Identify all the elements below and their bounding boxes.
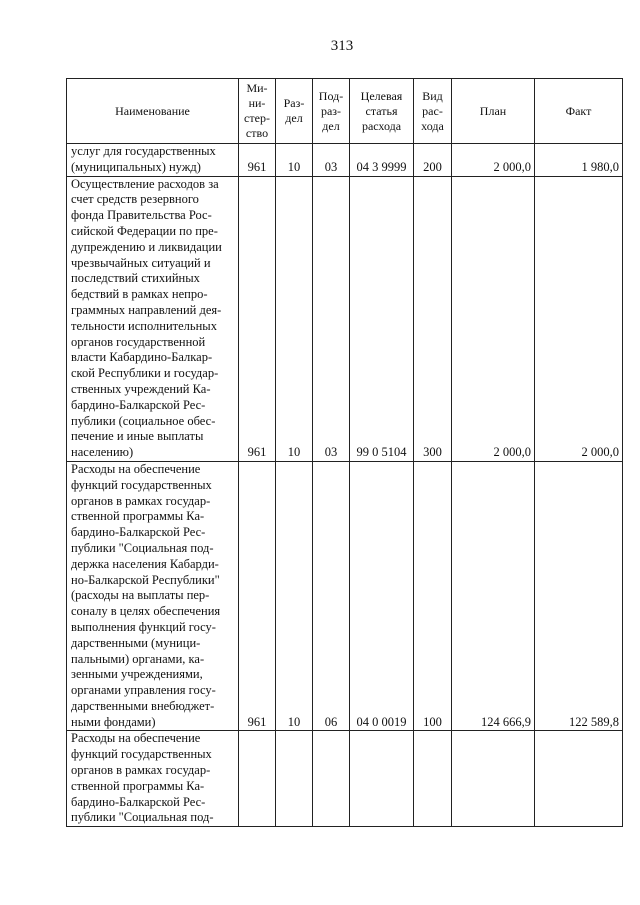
table-header-row — [67, 79, 623, 144]
budget-table — [66, 78, 623, 827]
cell-section — [276, 731, 313, 827]
column-header-line: расхода — [361, 118, 402, 133]
column-header-line: Факт — [565, 103, 592, 118]
cell-name-line: публики (социальное обес- — [71, 413, 216, 428]
cell-name-line: функций государственных — [71, 747, 212, 762]
cell-fact — [535, 731, 623, 827]
column-header-line: рас- — [422, 103, 443, 118]
cell-name — [67, 176, 239, 461]
cell-name-line: бардино-Балкарской Рес- — [71, 525, 206, 540]
table-row — [67, 144, 623, 177]
column-header-ministry — [239, 79, 276, 144]
cell-name-line: власти Кабардино-Балкар- — [71, 350, 213, 365]
cell-name-line: ской Республики и государ- — [71, 366, 219, 381]
cell-name-line: населению) — [71, 445, 134, 460]
column-header-line: План — [479, 103, 507, 118]
column-header-line: хода — [421, 118, 444, 133]
cell-subsection — [313, 731, 350, 827]
cell-name-line: Расходы на обеспечение — [71, 461, 201, 476]
column-header-line: ни- — [248, 96, 266, 110]
cell-expense-type — [414, 731, 452, 827]
cell-section: 10 — [276, 461, 313, 731]
cell-name-line: сийской Федерации по пре- — [71, 223, 218, 238]
column-header-line: стер- — [244, 111, 270, 125]
cell-subsection: 03 — [313, 144, 350, 177]
cell-name — [67, 731, 239, 827]
cell-name-line: услуг для государственных — [71, 144, 216, 158]
cell-name-line: бардино-Балкарской Рес- — [71, 397, 206, 412]
cell-name-line: публики "Социальная под- — [71, 540, 214, 555]
cell-ministry: 961 — [239, 461, 276, 731]
cell-name-line: органов в рамках государ- — [71, 493, 211, 508]
cell-target: 04 0 0019 — [350, 461, 414, 731]
column-header-line: дел — [285, 111, 303, 125]
column-header-line: статья — [365, 103, 398, 118]
column-header-line: дел — [322, 118, 340, 133]
cell-ministry — [239, 731, 276, 827]
cell-target — [350, 731, 414, 827]
cell-subsection: 03 — [313, 176, 350, 461]
cell-name-line: тельности исполнительных — [71, 318, 217, 333]
cell-name-line: последствий стихийных — [71, 271, 200, 286]
cell-name-line: бедствий в рамках непро- — [71, 287, 208, 302]
cell-target: 04 3 9999 — [350, 144, 414, 177]
cell-name-line: соналу в целях обеспечения — [71, 604, 221, 619]
cell-name-line: пальными) органами, ка- — [71, 651, 205, 666]
column-header-line: Под- — [318, 88, 344, 103]
cell-fact: 1 980,0 — [535, 144, 623, 177]
column-header-line: ство — [245, 126, 269, 140]
cell-name — [67, 461, 239, 731]
cell-plan: 124 666,9 — [452, 461, 535, 731]
cell-ministry: 961 — [239, 176, 276, 461]
cell-name-line: функций государственных — [71, 477, 212, 492]
cell-name-line: бардино-Балкарской Рес- — [71, 794, 206, 809]
cell-section: 10 — [276, 144, 313, 177]
cell-name-line: Осуществление расходов за — [71, 176, 219, 191]
column-header-expense_type — [414, 79, 452, 144]
column-header-target — [350, 79, 414, 144]
cell-name-line: органами управления госу- — [71, 683, 216, 698]
cell-expense-type: 100 — [414, 461, 452, 731]
table-row — [67, 461, 623, 731]
column-header-section — [276, 79, 313, 144]
column-header-line: раз- — [320, 103, 342, 118]
cell-name-line: граммных направлений дея- — [71, 302, 222, 317]
cell-name-line: но-Балкарской Республики" — [71, 572, 220, 587]
cell-name-line: дарственными (муници- — [71, 635, 201, 650]
column-header-subsection — [313, 79, 350, 144]
cell-name-line: органов государственной — [71, 334, 206, 349]
cell-name-line: держка населения Кабарди- — [71, 556, 219, 571]
cell-name-line: Расходы на обеспечение — [71, 731, 201, 746]
cell-plan: 2 000,0 — [452, 176, 535, 461]
column-header-line: Наименование — [115, 103, 190, 118]
cell-name-line: органов в рамках государ- — [71, 763, 211, 778]
cell-plan — [452, 731, 535, 827]
table-row — [67, 176, 623, 461]
column-header-line: Раз- — [283, 96, 305, 110]
column-header-line: Ми- — [246, 81, 268, 95]
cell-name-line: фонда Правительства Рос- — [71, 208, 212, 223]
table-body — [67, 144, 623, 827]
cell-name-line: выполнения функций госу- — [71, 619, 216, 634]
cell-name-line: чрезвычайных ситуаций и — [71, 255, 211, 270]
cell-fact: 122 589,8 — [535, 461, 623, 731]
cell-name-line: счет средств резервного — [71, 192, 199, 207]
column-header-name — [67, 79, 239, 144]
table-row — [67, 731, 623, 827]
cell-name-line: ственной программы Ка- — [71, 509, 205, 524]
column-header-fact — [535, 79, 623, 144]
cell-name-line: зенными учреждениями, — [71, 667, 203, 682]
column-header-line: Целевая — [360, 88, 403, 103]
cell-name-line: публики "Социальная под- — [71, 810, 214, 825]
cell-expense-type: 200 — [414, 144, 452, 177]
cell-section: 10 — [276, 176, 313, 461]
cell-name-line: (расходы на выплаты пер- — [71, 588, 210, 603]
cell-name-line: ственных учреждений Ка- — [71, 381, 211, 396]
page-number: 313 — [330, 38, 354, 54]
cell-name — [67, 144, 239, 177]
cell-name-line: печение и иные выплаты — [71, 429, 204, 444]
cell-name-line: ными фондами) — [71, 714, 156, 729]
cell-name-line: дарственными внебюджет- — [71, 698, 215, 713]
cell-plan: 2 000,0 — [452, 144, 535, 177]
cell-expense-type: 300 — [414, 176, 452, 461]
column-header-plan — [452, 79, 535, 144]
cell-fact: 2 000,0 — [535, 176, 623, 461]
cell-target: 99 0 5104 — [350, 176, 414, 461]
column-header-line: Вид — [422, 88, 443, 103]
cell-ministry: 961 — [239, 144, 276, 177]
cell-name-line: дупреждению и ликвидации — [71, 239, 222, 254]
cell-name-line: (муниципальных) нужд) — [71, 159, 201, 174]
cell-subsection: 06 — [313, 461, 350, 731]
cell-name-line: ственной программы Ка- — [71, 778, 205, 793]
